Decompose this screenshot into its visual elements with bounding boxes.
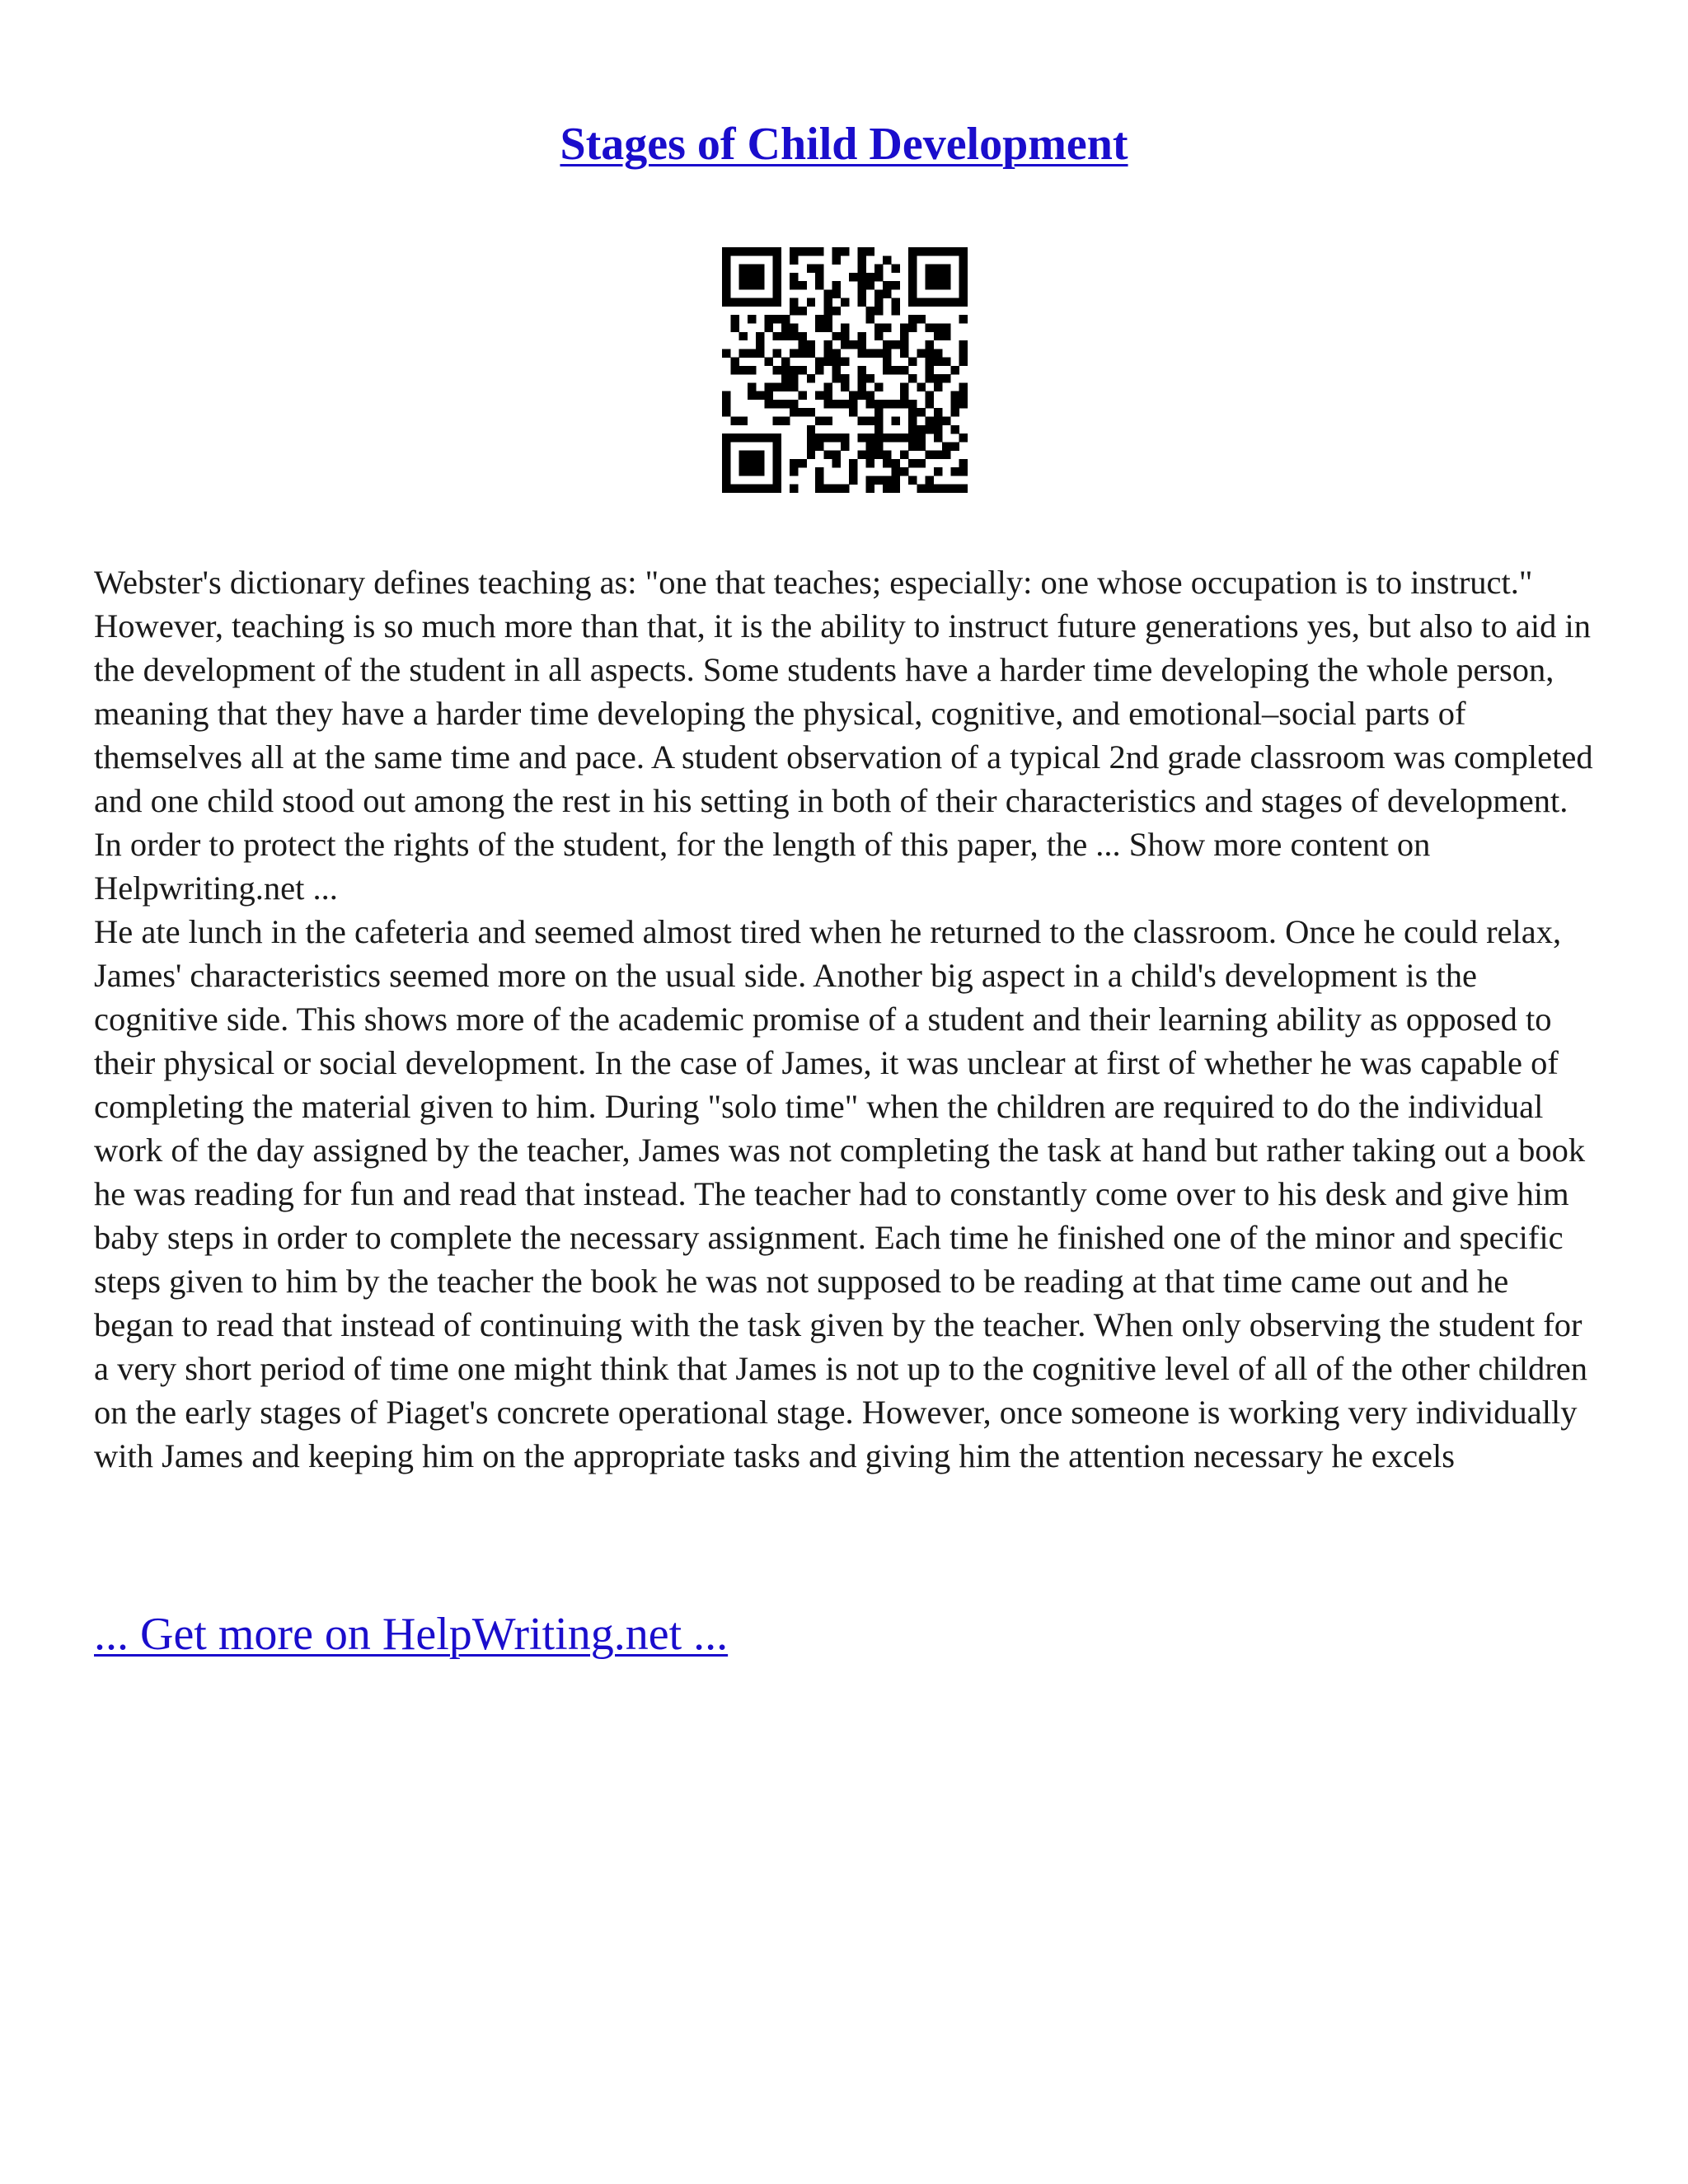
qr-code-icon bbox=[722, 247, 968, 493]
get-more-link-container bbox=[94, 1605, 728, 1663]
get-more-link[interactable]: ... Get more on HelpWriting.net ... bbox=[94, 1609, 729, 1660]
paragraph-observation: He ate lunch in the cafeteria and seemed almost tired when he returned to the classroom. Once he could relax, James' characteristics seemed more on the usual side. Another big aspect in a child's development is the cognitive side. This shows more of the academic promise of a student and their learning ability as opposed to their physical or social development. In the case of James, it was unclear at first of whether he was capable of completing the material given to him. During "solo time" when the children are required to do the individual work of the day assigned by the teacher, James was not completing the task at hand but rather taking out a book he was reading for fun and read that instead. The teacher had to constantly come over to his desk and give him baby steps in order to complete the necessary assignment. Each time he finished one of the minor and specific steps given to him by the teacher the book he was not supposed to be reading at that time came out and he began to read that instead of continuing with the task given by the teacher. When only observing the student for a very short period of time one might think that James is not up to the cognitive level of all of the other children on the early stages of Piaget's concrete operational stage. However, once someone is working very individually with James and keeping him on the appropriate tasks and giving him the attention necessary he excels bbox=[94, 913, 1587, 1474]
article-body bbox=[94, 560, 1594, 1478]
paragraph-intro: Webster's dictionary defines teaching as: "one that teaches; especially: one whose occupation is to instruct." However, teaching is so much more than that, it is the ability to instruct future generations yes, but also to aid in the development of the student in all aspects. Some students have a harder time developing the whole person, meaning that they have a harder time developing the physical, cognitive, and emotional–social parts of themselves all at the same time and pace. A student observation of a typical 2nd grade classroom was completed and one child stood out among the rest in his setting in both of their characteristics and stages of development. In order to protect the rights of the student, for the length of this paper, the ... Show more content on Helpwriting.net ... bbox=[94, 564, 1593, 907]
page-title bbox=[0, 115, 1688, 173]
title-link[interactable]: Stages of Child Development bbox=[560, 119, 1128, 170]
